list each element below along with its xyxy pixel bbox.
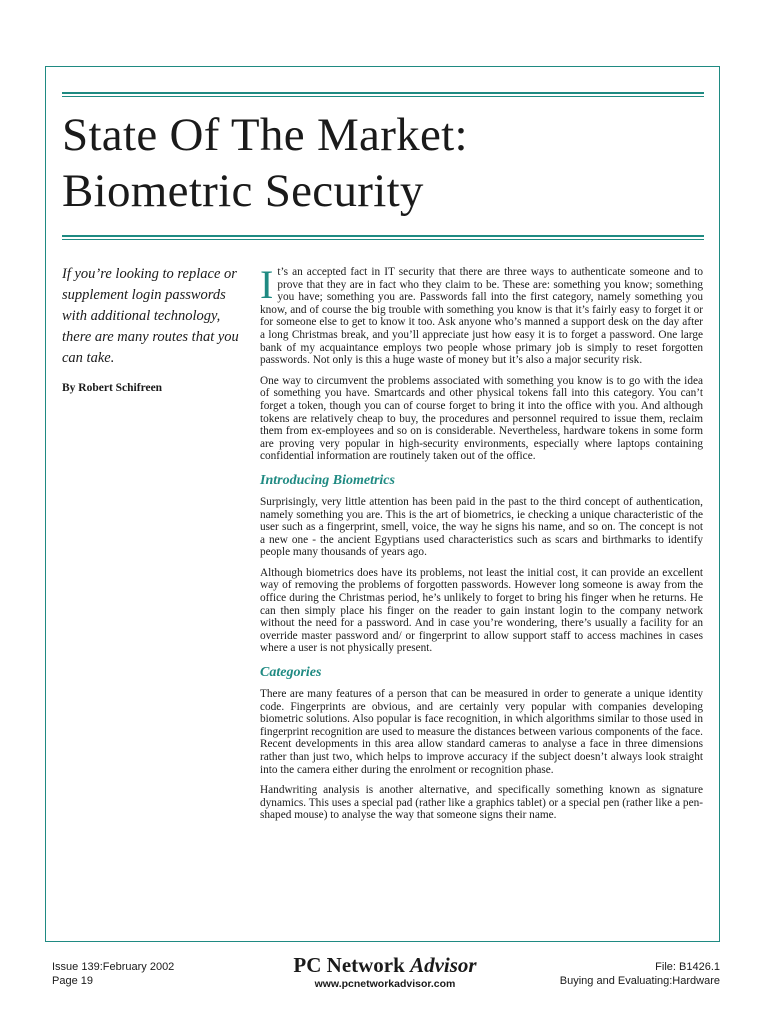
- standfirst: If you’re looking to replace or supplement login passwords with additional technology, there are many routes that you can take.: [62, 266, 239, 366]
- paragraph-intro: [260, 262, 703, 367]
- title-rule-top: [62, 92, 704, 97]
- brand-main: PC Network: [293, 953, 405, 977]
- page-title: [62, 107, 702, 219]
- footer-file: File: B1426.1: [655, 961, 720, 973]
- paragraph-biometrics: Surprisingly, very little attention has been paid in the past to the third concept of authentication, namely something you are. This is the art of biometrics, ie checking a unique characteristic of the user such as a fingerprint, smell, voice, the way he signs his name, and so on. The concept is not a new one - the ancient Egyptians used characteristics such as scars and birthmarks to identify people many thousands of years ago.: [260, 495, 703, 559]
- footer-file-info: [560, 960, 720, 988]
- paragraph-tokens: One way to circumvent the problems associated with something you know is to go with the idea of something you have. Smartcards and other physical tokens fall into this category. You can’t forget a token, though you can of course forget to bring it into the office with you. And although tokens are relatively cheap to buy, the procedures and personnel required to issue them, reclaim them from ex-employees and so on is considerable. Nevertheless, hardware tokens in some form are proving very popular in high-security environments, especially where laptops containing confidential information are routinely taken out of the office.: [260, 374, 703, 463]
- footer-page: Page 19: [52, 975, 93, 987]
- byline: By Robert Schifreen: [62, 382, 163, 394]
- footer-section: Buying and Evaluating:Hardware: [559, 975, 720, 987]
- paragraph-categories: There are many features of a person that can be measured in order to generate a unique identity code. Fingerprints are obvious, and are certainly very popular with companies developing biometric solutions. Also popular is face recognition, in which algorithms similar to those used in fingerprint recognition are used to measure the distances between various components of the face. Recent developments in this area allow standard cameras to analyse a face in three dimensions rather than just two, which helps to improve accuracy if the subject doesn’t always look straight into the camera either during the enrolment or recognition phase.: [260, 688, 703, 776]
- paragraph-intro-text: t’s an accepted fact in IT security that there are three ways to authenticate someone and to prove that they are in fact who they claim to be. These are: something you know; something you have; something you are. Passwords fall into the first category, namely something you know, and of course the big trouble with something you know is that it’s fairly easy to forget it or for someone else to get to know it too. Ask anyone who’s manned a support desk on the day after a long Christmas break, and you’ll appreciate just how easy it is to forget a password. One large bank of my acquaintance employs two people whose primary job is simply to reset forgotten passwords. Not only is this a huge waste of money but it’s also a major security risk.: [260, 266, 703, 367]
- website-link[interactable]: www.pcnetworkadvisor.com: [314, 978, 456, 990]
- heading-introducing-biometrics: Introducing Biometrics: [260, 472, 395, 488]
- paragraph-handwriting: Handwriting analysis is another alternative, and specifically something known as signature dynamics. This uses a special pad (rather like a graphics tablet) or a special pen (rather like a pen-shaped mouse) to analyse the way that someone signs their name.: [260, 784, 703, 822]
- article-body: [260, 262, 703, 830]
- title-line-1: State Of The Market:: [62, 109, 468, 161]
- footer-issue: Issue 139:February 2002: [52, 961, 175, 973]
- footer-brand: [255, 953, 515, 991]
- footer-issue-info: [52, 960, 174, 988]
- title-rule-bottom: [62, 235, 704, 240]
- sidebar: [62, 264, 250, 395]
- drop-cap: I: [260, 262, 274, 307]
- title-line-2: Biometric Security: [62, 165, 424, 217]
- brand-italic: Advisor: [410, 953, 477, 977]
- heading-categories: Categories: [260, 665, 322, 681]
- brand-logo: [255, 953, 515, 977]
- paragraph-biometrics-problems: Although biometrics does have its problems, not least the initial cost, it can provide an excellent way of removing the problems of forgotten passwords. However long someone is away from the office during the Christmas period, he’s unlikely to forget to bring his finger when he returns. He can then simply place his finger on the reader to gain instant login to the company network without the need for a password. And in case you’re wondering, there’s usually a facility for an override master password and/ or fingerprint to allow support staff to access machines in cases where a user is not physically present.: [260, 566, 703, 655]
